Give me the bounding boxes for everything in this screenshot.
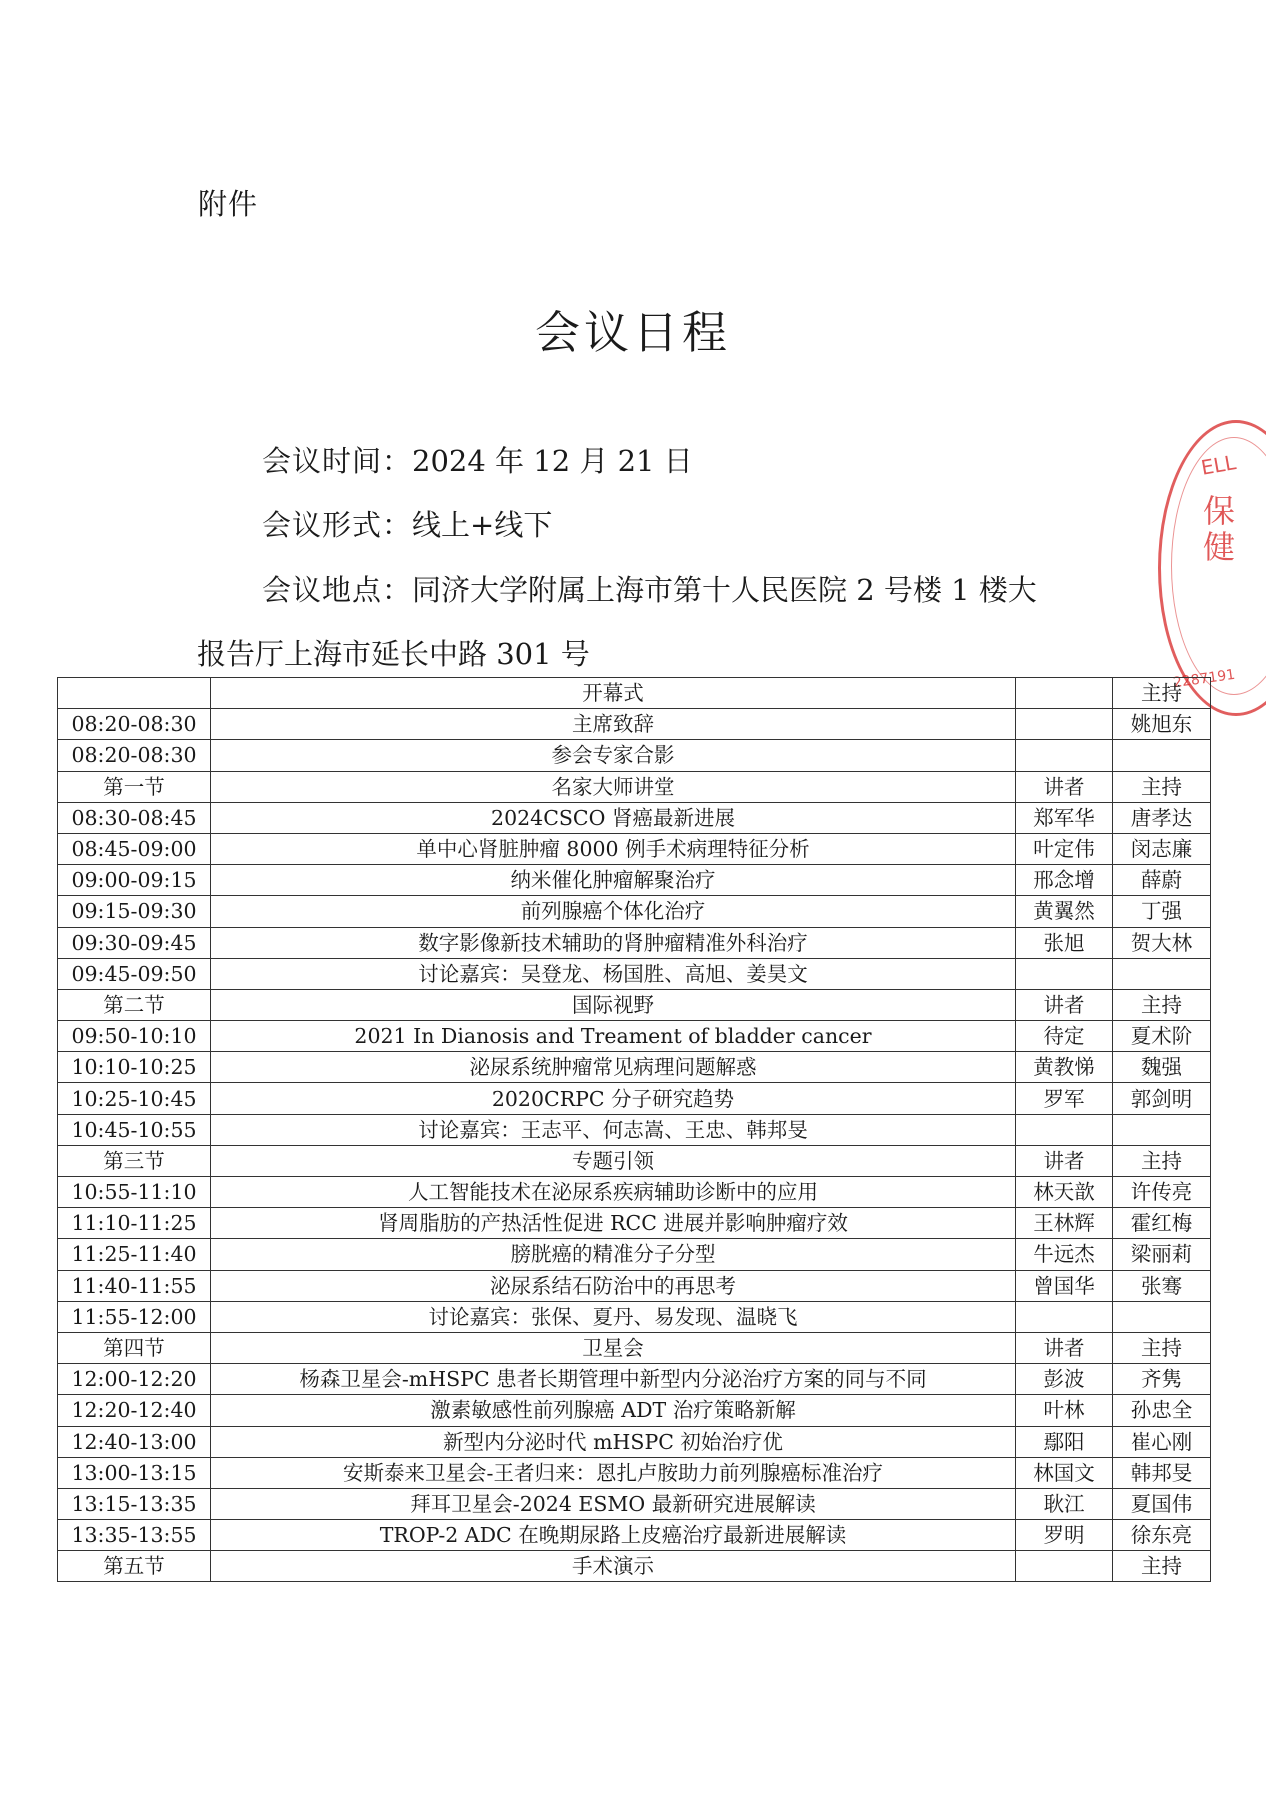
meeting-time <box>262 443 693 479</box>
topic-cell: 手术演示 <box>211 1551 1016 1582</box>
chair-cell: 崔心刚 <box>1113 1426 1211 1457</box>
time-cell: 12:40-13:00 <box>58 1426 211 1457</box>
table-row <box>58 1021 1211 1052</box>
speaker-cell: 邢念增 <box>1016 865 1113 896</box>
speaker-cell: 牛远杰 <box>1016 1239 1113 1270</box>
time-cell: 10:45-10:55 <box>58 1114 211 1145</box>
table-row <box>58 958 1211 989</box>
chair-cell: 徐东亮 <box>1113 1520 1211 1551</box>
speaker-cell <box>1016 740 1113 771</box>
speaker-cell: 讲者 <box>1016 771 1113 802</box>
time-cell: 08:30-08:45 <box>58 802 211 833</box>
time-cell: 08:20-08:30 <box>58 709 211 740</box>
topic-cell: 开幕式 <box>211 678 1016 709</box>
speaker-cell <box>1016 1551 1113 1582</box>
table-row <box>58 1052 1211 1083</box>
time-cell: 09:45-09:50 <box>58 958 211 989</box>
chair-cell: 闵志廉 <box>1113 833 1211 864</box>
topic-cell: 2021 In Dianosis and Treament of bladder cancer <box>211 1021 1016 1052</box>
topic-cell: 单中心肾脏肿瘤 8000 例手术病理特征分析 <box>211 833 1016 864</box>
speaker-cell: 王林辉 <box>1016 1208 1113 1239</box>
topic-cell: 国际视野 <box>211 989 1016 1020</box>
table-row <box>58 709 1211 740</box>
table-row <box>58 927 1211 958</box>
chair-cell: 孙忠全 <box>1113 1395 1211 1426</box>
seal-text-top: ELL <box>1199 450 1238 480</box>
table-row <box>58 1488 1211 1519</box>
time-cell: 10:55-11:10 <box>58 1177 211 1208</box>
time-cell: 12:00-12:20 <box>58 1364 211 1395</box>
page-title: 会议日程 <box>534 306 731 359</box>
chair-cell: 郭剑明 <box>1113 1083 1211 1114</box>
topic-cell: 讨论嘉宾：吴登龙、杨国胜、高旭、姜昊文 <box>211 958 1016 989</box>
chair-cell: 梁丽莉 <box>1113 1239 1211 1270</box>
chair-cell: 许传亮 <box>1113 1177 1211 1208</box>
table-row <box>58 1301 1211 1332</box>
speaker-cell: 鄢阳 <box>1016 1426 1113 1457</box>
speaker-cell <box>1016 678 1113 709</box>
topic-cell: 数字影像新技术辅助的肾肿瘤精准外科治疗 <box>211 927 1016 958</box>
topic-cell: 安斯泰来卫星会-王者归来：恩扎卢胺助力前列腺癌标准治疗 <box>211 1457 1016 1488</box>
table-row <box>58 1270 1211 1301</box>
time-cell <box>58 678 211 709</box>
chair-cell: 主持 <box>1113 1551 1211 1582</box>
topic-cell: 名家大师讲堂 <box>211 771 1016 802</box>
schedule-body <box>58 678 1211 1582</box>
table-row <box>58 1551 1211 1582</box>
table-row <box>58 1520 1211 1551</box>
table-row <box>58 678 1211 709</box>
topic-cell: 讨论嘉宾：张保、夏丹、易发现、温晓飞 <box>211 1301 1016 1332</box>
table-row <box>58 1239 1211 1270</box>
time-cell: 09:15-09:30 <box>58 896 211 927</box>
time-cell: 第三节 <box>58 1145 211 1176</box>
table-row <box>58 1364 1211 1395</box>
table-row <box>58 1395 1211 1426</box>
topic-cell: 膀胱癌的精准分子分型 <box>211 1239 1016 1270</box>
chair-cell: 贺大林 <box>1113 927 1211 958</box>
speaker-cell: 讲者 <box>1016 989 1113 1020</box>
meeting-time-value: 2024 年 12 月 21 日 <box>412 444 693 478</box>
table-row <box>58 740 1211 771</box>
time-cell: 第二节 <box>58 989 211 1020</box>
meeting-format <box>262 507 552 543</box>
time-cell: 08:20-08:30 <box>58 740 211 771</box>
topic-cell: 泌尿系结石防治中的再思考 <box>211 1270 1016 1301</box>
chair-cell: 唐孝达 <box>1113 802 1211 833</box>
chair-cell <box>1113 1114 1211 1145</box>
speaker-cell: 张旭 <box>1016 927 1113 958</box>
speaker-cell: 待定 <box>1016 1021 1113 1052</box>
speaker-cell: 讲者 <box>1016 1145 1113 1176</box>
chair-cell: 齐隽 <box>1113 1364 1211 1395</box>
table-row <box>58 802 1211 833</box>
topic-cell: 激素敏感性前列腺癌 ADT 治疗策略新解 <box>211 1395 1016 1426</box>
time-cell: 13:00-13:15 <box>58 1457 211 1488</box>
time-cell: 09:00-09:15 <box>58 865 211 896</box>
table-row <box>58 865 1211 896</box>
table-row <box>58 1177 1211 1208</box>
table-row <box>58 1114 1211 1145</box>
chair-cell: 主持 <box>1113 989 1211 1020</box>
topic-cell: 拜耳卫星会-2024 ESMO 最新研究进展解读 <box>211 1488 1016 1519</box>
topic-cell: 泌尿系统肿瘤常见病理问题解惑 <box>211 1052 1016 1083</box>
speaker-cell <box>1016 1301 1113 1332</box>
time-cell: 第四节 <box>58 1332 211 1363</box>
speaker-cell: 林国文 <box>1016 1457 1113 1488</box>
speaker-cell: 黄翼然 <box>1016 896 1113 927</box>
meeting-time-key: 会议时间： <box>262 444 413 478</box>
speaker-cell: 曾国华 <box>1016 1270 1113 1301</box>
speaker-cell <box>1016 958 1113 989</box>
chair-cell: 主持 <box>1113 1332 1211 1363</box>
table-row <box>58 771 1211 802</box>
chair-cell: 主持 <box>1113 771 1211 802</box>
speaker-cell: 耿江 <box>1016 1488 1113 1519</box>
time-cell: 08:45-09:00 <box>58 833 211 864</box>
speaker-cell: 郑军华 <box>1016 802 1113 833</box>
topic-cell: 杨森卫星会-mHSPC 患者长期管理中新型内分泌治疗方案的同与不同 <box>211 1364 1016 1395</box>
speaker-cell <box>1016 1114 1113 1145</box>
speaker-cell: 罗军 <box>1016 1083 1113 1114</box>
time-cell: 10:25-10:45 <box>58 1083 211 1114</box>
time-cell: 09:30-09:45 <box>58 927 211 958</box>
meeting-format-key: 会议形式： <box>262 508 413 542</box>
chair-cell <box>1113 958 1211 989</box>
speaker-cell: 罗明 <box>1016 1520 1113 1551</box>
chair-cell <box>1113 740 1211 771</box>
topic-cell: 人工智能技术在泌尿系疾病辅助诊断中的应用 <box>211 1177 1016 1208</box>
topic-cell: TROP-2 ADC 在晚期尿路上皮癌治疗最新进展解读 <box>211 1520 1016 1551</box>
meeting-venue-continued <box>197 636 590 672</box>
table-row <box>58 1332 1211 1363</box>
time-cell: 11:10-11:25 <box>58 1208 211 1239</box>
speaker-cell: 叶林 <box>1016 1395 1113 1426</box>
time-cell: 10:10-10:25 <box>58 1052 211 1083</box>
chair-cell <box>1113 1301 1211 1332</box>
seal-text-main: 保 健 <box>1203 492 1236 566</box>
topic-cell: 专题引领 <box>211 1145 1016 1176</box>
chair-cell: 丁强 <box>1113 896 1211 927</box>
topic-cell: 卫星会 <box>211 1332 1016 1363</box>
table-row <box>58 896 1211 927</box>
topic-cell: 2020CRPC 分子研究趋势 <box>211 1083 1016 1114</box>
speaker-cell <box>1016 709 1113 740</box>
time-cell: 12:20-12:40 <box>58 1395 211 1426</box>
attachment-label: 附件 <box>198 187 259 221</box>
chair-cell: 姚旭东 <box>1113 709 1211 740</box>
table-row <box>58 1208 1211 1239</box>
seal-number: 2287191 <box>1172 666 1237 692</box>
chair-cell: 韩邦旻 <box>1113 1457 1211 1488</box>
topic-cell: 新型内分泌时代 mHSPC 初始治疗优 <box>211 1426 1016 1457</box>
meeting-venue-line1: 同济大学附属上海市第十人民医院 2 号楼 1 楼大 <box>412 573 1037 607</box>
topic-cell: 参会专家合影 <box>211 740 1016 771</box>
schedule-table <box>57 677 1211 1582</box>
table-row <box>58 1457 1211 1488</box>
time-cell: 11:25-11:40 <box>58 1239 211 1270</box>
chair-cell: 夏术阶 <box>1113 1021 1211 1052</box>
speaker-cell: 叶定伟 <box>1016 833 1113 864</box>
official-seal <box>1158 420 1266 716</box>
time-cell: 09:50-10:10 <box>58 1021 211 1052</box>
table-row <box>58 1145 1211 1176</box>
time-cell: 11:55-12:00 <box>58 1301 211 1332</box>
time-cell: 11:40-11:55 <box>58 1270 211 1301</box>
topic-cell: 主席致辞 <box>211 709 1016 740</box>
chair-cell: 张骞 <box>1113 1270 1211 1301</box>
meeting-venue-key: 会议地点： <box>262 573 413 607</box>
topic-cell: 纳米催化肿瘤解聚治疗 <box>211 865 1016 896</box>
chair-cell: 魏强 <box>1113 1052 1211 1083</box>
speaker-cell: 彭波 <box>1016 1364 1113 1395</box>
time-cell: 13:15-13:35 <box>58 1488 211 1519</box>
topic-cell: 2024CSCO 肾癌最新进展 <box>211 802 1016 833</box>
table-row <box>58 989 1211 1020</box>
meeting-venue <box>262 572 1037 608</box>
topic-cell: 肾周脂肪的产热活性促进 RCC 进展并影响肿瘤疗效 <box>211 1208 1016 1239</box>
chair-cell: 薛蔚 <box>1113 865 1211 896</box>
speaker-cell: 讲者 <box>1016 1332 1113 1363</box>
speaker-cell: 黄教悌 <box>1016 1052 1113 1083</box>
table-row <box>58 1083 1211 1114</box>
meeting-venue-line2: 报告厅上海市延长中路 301 号 <box>197 637 590 671</box>
chair-cell: 夏国伟 <box>1113 1488 1211 1519</box>
chair-cell: 霍红梅 <box>1113 1208 1211 1239</box>
speaker-cell: 林天歆 <box>1016 1177 1113 1208</box>
chair-cell: 主持 <box>1113 678 1211 709</box>
time-cell: 第一节 <box>58 771 211 802</box>
time-cell: 第五节 <box>58 1551 211 1582</box>
chair-cell: 主持 <box>1113 1145 1211 1176</box>
topic-cell: 讨论嘉宾：王志平、何志嵩、王忠、韩邦旻 <box>211 1114 1016 1145</box>
topic-cell: 前列腺癌个体化治疗 <box>211 896 1016 927</box>
table-row <box>58 1426 1211 1457</box>
table-row <box>58 833 1211 864</box>
time-cell: 13:35-13:55 <box>58 1520 211 1551</box>
meeting-format-value: 线上+线下 <box>412 508 553 542</box>
